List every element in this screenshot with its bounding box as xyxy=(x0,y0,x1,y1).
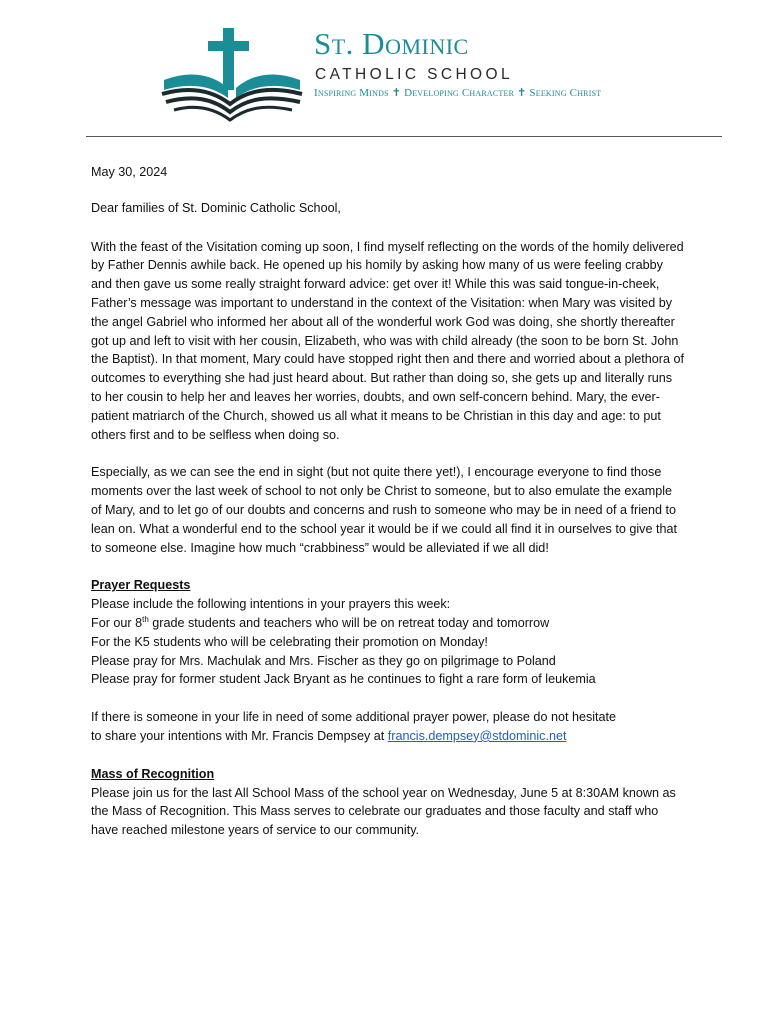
header-divider xyxy=(86,136,722,137)
prayer-request-item: Please pray for Mrs. Machulak and Mrs. Fischer as they go on pilgrimage to Poland xyxy=(91,653,556,668)
prayer-request-item: Please pray for former student Jack Bryant as he continues to fight a rare form of leukemia xyxy=(91,672,596,687)
letter-paragraph-visitation: With the feast of the Visitation coming up soon, I find myself reflecting on the words of the homily delivered by Father Dennis awhile back. He opened up his homily by asking how many of us were feeling crabby and then gave us some really straight forward advice: get over it! While this was said tongue-in-cheek, Father’s message was important to understand in the context of the Visitation: when Mary was visited by the angel Gabriel who informed her about all of the wonderful work God was doing, she shortly thereafter got up and left to visit with her cousin, Elizabeth, who was with child already (the soon to be born St. John the Baptist). In that moment, Mary could have stopped right then and there and worried about a plethora of outcomes to everything she had just heard about. But rather than doing so, she gets up and literally runs to her cousin to help her and leaves her worries, doubts, and own self-concern behind. Mary, the ever-patient matriarch of the Church, showed us all what it means to be Christian in this day and age: to put others first and to be selfless when doing so. xyxy=(91,239,684,442)
prayer-request-item-text: For our 8 xyxy=(91,615,143,630)
ordinal-suffix: th xyxy=(142,614,149,624)
prayer-requests-section xyxy=(91,576,685,689)
contact-email-link[interactable]: francis.dempsey@stdominic.net xyxy=(387,728,567,743)
prayer-request-item-text: grade students and teachers who will be on retreat today and tomorrow xyxy=(148,615,550,630)
letter-date: May 30, 2024 xyxy=(91,165,168,179)
letter-body xyxy=(91,163,685,859)
cross-and-open-book-logo-icon xyxy=(160,26,312,126)
mass-of-recognition-section xyxy=(91,765,685,840)
school-name: St. Dominic xyxy=(314,26,469,61)
prayer-request-item: For the K5 students who will be celebrating their promotion on Monday! xyxy=(91,634,488,649)
school-tagline: Inspiring Minds ✝ Developing Character ✝ Seeking Christ xyxy=(314,87,602,99)
prayer-requests-intro: Please include the following intentions in your prayers this week: xyxy=(91,597,451,612)
mass-of-recognition-text: Please join us for the last All School Mass of the school year on Wednesday, June 5 at 8:30AM known as the Mass of Recognition. This Mass serves to celebrate our graduates and those faculty and staff who have reached milestone years of service to our community. xyxy=(91,785,676,838)
school-type: CATHOLIC SCHOOL xyxy=(315,66,513,83)
prayer-contact-line xyxy=(91,727,685,746)
prayer-contact-section xyxy=(91,708,685,746)
mass-of-recognition-heading: Mass of Recognition xyxy=(91,766,215,781)
letterhead xyxy=(0,0,770,140)
letter-paragraph-end-of-year: Especially, as we can see the end in sight (but not quite there yet!), I encourage everyone to find those moments over the last week of school to not only be Christ to someone, but to also emulate the example of Mary, and to let go of our doubts and concerns and rush to someone who may be in need of a friend to lean on. What a wonderful end to the school year it would be if we could all find it in ourselves to give that to someone else. Imagine how much “crabbiness” would be alleviated if we all did! xyxy=(91,465,677,555)
prayer-requests-heading: Prayer Requests xyxy=(91,578,191,593)
letter-salutation: Dear families of St. Dominic Catholic School, xyxy=(91,200,341,215)
prayer-contact-text: to share your intentions with Mr. Francis Dempsey at xyxy=(91,728,388,743)
prayer-request-item xyxy=(91,614,685,633)
prayer-contact-line: If there is someone in your life in need of some additional prayer power, please do not hesitate xyxy=(91,710,617,725)
